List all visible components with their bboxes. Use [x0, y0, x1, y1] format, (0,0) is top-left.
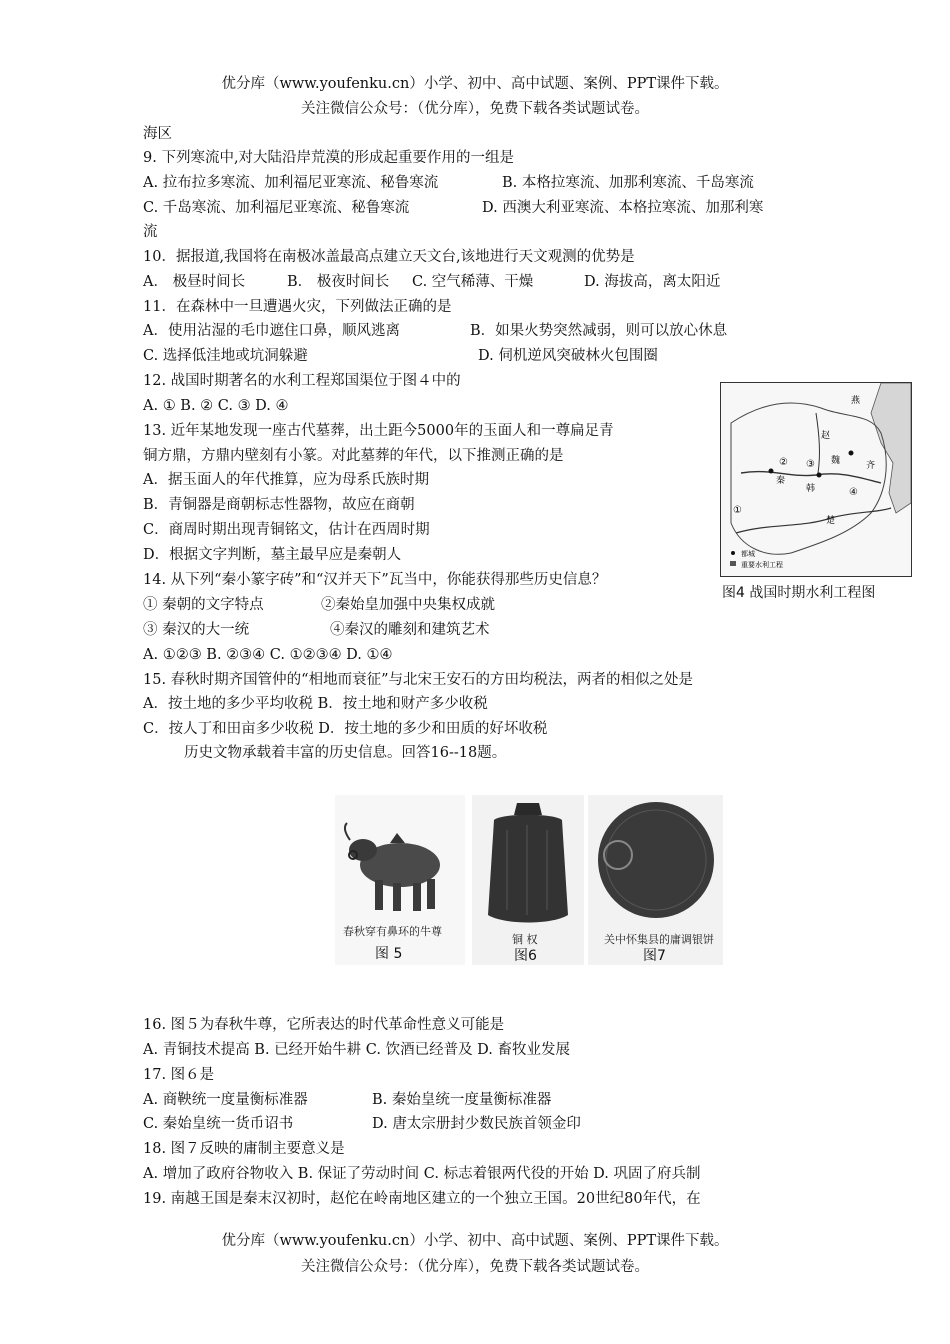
figure-5-box — [335, 795, 465, 965]
q16-options: A. 青铜技术提高 B. 已经开始牛耕 C. 饮酒已经普及 D. 畜牧业发展 — [143, 1042, 571, 1058]
map-label-4: ④ — [849, 487, 858, 498]
map-label-qi: 齐 — [866, 461, 876, 471]
map-label-zhao: 赵 — [821, 431, 831, 441]
q15-stem: 15. 春秋时期齐国管仲的“相地而衰征”与北宋王安石的方田均税法，两者的相似之处是 — [143, 672, 693, 688]
map-label-yan: 燕 — [851, 396, 861, 406]
map-label-3: ③ — [806, 459, 815, 470]
map-capital-marker — [849, 451, 854, 456]
figure-7-box — [588, 795, 723, 965]
map-capital-marker — [769, 469, 774, 474]
figure-5-ox-zun — [335, 795, 465, 965]
map-label-wei: 魏 — [831, 456, 841, 466]
q13-option-c: C．商周时期出现青铜铭文，估计在西周时期 — [143, 522, 430, 538]
ox-leg — [413, 883, 421, 911]
q13-stem-1: 13. 近年某地发现一座古代墓葬，出土距今5000年的玉面人和一尊扁足青 — [143, 423, 614, 439]
q16-stem: 16. 图５为春秋牛尊，它所表达的时代革命性意义可能是 — [143, 1017, 505, 1033]
map-label-qin: 秦 — [776, 476, 786, 486]
q17-option-d: D. 唐太宗册封少数民族首领金印 — [372, 1116, 581, 1132]
figure-4-map — [720, 382, 912, 577]
q14-item-1: ① 秦朝的文字特点 — [143, 597, 264, 613]
q14-stem: 14. 从下列“秦小篆字砖”和“汉并天下”瓦当中，你能获得那些历史信息？ — [143, 572, 607, 588]
weight-knob — [514, 803, 542, 815]
intro-16-18: 历史文物承载着丰富的历史信息。回答16--18题。 — [184, 745, 507, 761]
legend-works-label: 重要水利工程 — [741, 561, 783, 569]
q14-item-2: ②秦始皇加强中央集权成就 — [321, 597, 495, 613]
q9-option-b: B. 本格拉寒流、加那利寒流、千岛寒流 — [502, 175, 754, 191]
header-line-2: 关注微信公众号：（优分库），免费下载各类试题试卷。 — [301, 101, 649, 117]
q15-options-ab: A．按土地的多少平均收税 B．按土地和财产多少收税 — [143, 696, 488, 712]
header-line-1: 优分库（www.youfenku.cn）小学、初中、高中试题、案例、PPT课件下载。 — [221, 76, 729, 92]
map-label-2: ② — [779, 457, 788, 468]
figure-4-caption: 图4 战国时期水利工程图 — [722, 585, 876, 601]
weight-body — [488, 815, 568, 923]
q19-stem: 19. 南越王国是秦末汉初时，赵佗在岭南地区建立的一个独立王国。20世纪80年代，在 — [143, 1191, 701, 1207]
q13-stem-2: 铜方鼎，方鼎内壁刻有小篆。对此墓葬的年代，以下推测正确的是 — [143, 448, 564, 464]
ox-leg — [393, 883, 401, 911]
map-drawing — [721, 383, 911, 576]
figure-6-number: 图6 — [514, 948, 537, 964]
legend-works-symbol — [730, 561, 736, 566]
q11-option-b: B．如果火势突然减弱，则可以放心休息 — [470, 323, 728, 339]
ox-head — [349, 839, 377, 861]
q10-stem: 10．据报道,我国将在南极冰盖最高点建立天文台,该地进行天文观测的优势是 — [143, 249, 635, 265]
q11-option-a: A．使用沾湿的毛巾遮住口鼻，顺风逃离 — [143, 323, 400, 339]
figure-5-number: 图 5 — [375, 946, 403, 962]
ox-leg — [427, 879, 435, 909]
q14-options: A. ①②③ B. ②③④ C. ①②③④ D. ①④ — [143, 647, 393, 663]
intro-tail: 海区 — [143, 126, 172, 142]
map-label-1: ① — [733, 505, 742, 516]
map-capital-marker — [817, 473, 822, 478]
figure-6-caption: 铜 权 — [512, 933, 538, 946]
q11-stem: 11．在森林中一旦遭遇火灾，下列做法正确的是 — [143, 299, 452, 315]
q12-options: A. ① B. ② C. ③ D. ④ — [143, 398, 289, 414]
q10-option-b: B． 极夜时间长 — [287, 274, 390, 290]
q13-option-a: A．据玉面人的年代推算，应为母系氏族时期 — [143, 472, 429, 488]
map-label-chu: 楚 — [826, 516, 836, 526]
q18-options: A. 增加了政府谷物收入 B. 保证了劳动时间 C. 标志着银两代役的开始 D. 巩固了府兵制 — [143, 1166, 701, 1182]
q17-option-c: C. 秦始皇统一货币诏书 — [143, 1116, 294, 1132]
q14-item-4: ④秦汉的雕刻和建筑艺术 — [330, 622, 490, 638]
figure-5-caption: 春秋穿有鼻环的牛尊 — [343, 925, 442, 938]
q9-option-d: D. 西澳大利亚寒流、本格拉寒流、加那利寒 — [482, 200, 764, 216]
figure-6-box — [472, 795, 584, 965]
legend-capital-label: 都城 — [741, 550, 755, 558]
q15-options-cd: C．按人丁和田亩多少收税 D．按土地的多少和田质的好坏收税 — [143, 721, 548, 737]
q13-option-d: D．根据文字判断，墓主最早应是秦朝人 — [143, 547, 402, 563]
silver-cake-disc — [598, 802, 714, 918]
ox-horn — [345, 823, 350, 840]
q10-option-a: A． 极昼时间长 — [143, 274, 246, 290]
ox-vessel-top — [390, 833, 405, 843]
footer-line-1: 优分库（www.youfenku.cn）小学、初中、高中试题、案例、PPT课件下载。 — [221, 1233, 729, 1249]
legend-capital-symbol — [731, 551, 735, 555]
figure-7-number: 图7 — [643, 948, 666, 964]
q10-option-d: D. 海拔高，离太阳近 — [584, 274, 721, 290]
map-label-han: 韩 — [806, 484, 816, 494]
q10-option-c: C. 空气稀薄、干燥 — [412, 274, 534, 290]
q9-option-c: C. 千岛寒流、加利福尼亚寒流、秘鲁寒流 — [143, 200, 410, 216]
ox-leg — [375, 880, 383, 910]
footer-line-2: 关注微信公众号：（优分库），免费下载各类试题试卷。 — [301, 1259, 649, 1275]
q11-option-d: D. 伺机逆风突破林火包围圈 — [478, 348, 658, 364]
q13-option-b: B．青铜器是商朝标志性器物，故应在商朝 — [143, 497, 415, 513]
q12-stem: 12. 战国时期著名的水利工程郑国渠位于图４中的 — [143, 373, 461, 389]
q9-option-a: A. 拉布拉多寒流、加利福尼亚寒流、秘鲁寒流 — [143, 175, 439, 191]
figure-7-caption: 关中怀集县的庸调银饼 — [604, 933, 714, 946]
q17-option-a: A. 商鞅统一度量衡标准器 — [143, 1092, 308, 1108]
q17-stem: 17. 图６是 — [143, 1067, 215, 1083]
q11-option-c: C. 选择低洼地或坑洞躲避 — [143, 348, 308, 364]
q17-option-b: B. 秦始皇统一度量衡标准器 — [372, 1092, 552, 1108]
q18-stem: 18. 图７反映的庸制主要意义是 — [143, 1141, 345, 1157]
q9-option-d-cont: 流 — [143, 224, 158, 240]
q14-item-3: ③ 秦汉的大一统 — [143, 622, 250, 638]
q9-stem: 9. 下列寒流中,对大陆沿岸荒漠的形成起重要作用的一组是 — [143, 150, 515, 166]
